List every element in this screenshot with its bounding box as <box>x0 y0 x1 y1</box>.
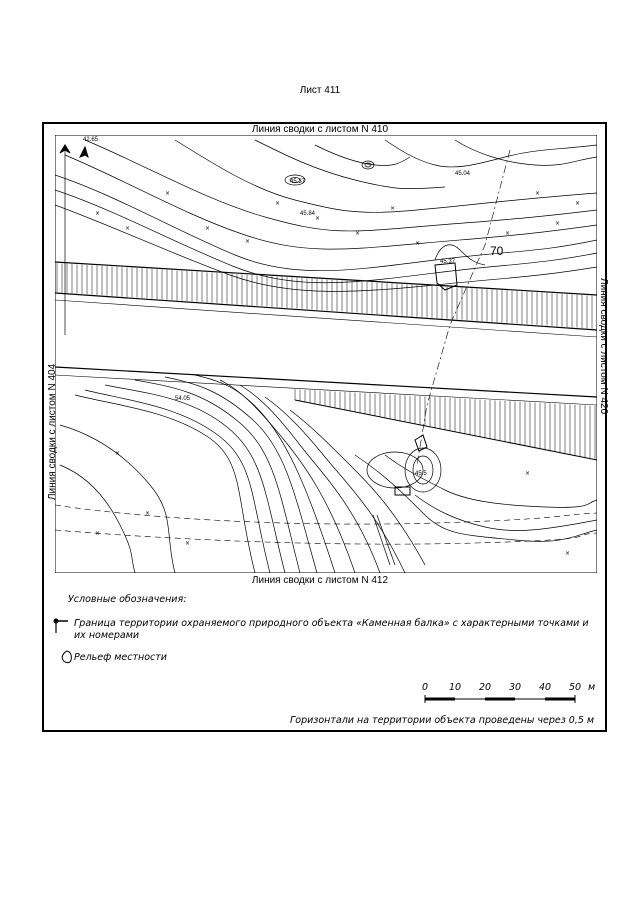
top-contours <box>55 140 597 291</box>
svg-text:×: × <box>315 215 321 222</box>
svg-text:×: × <box>355 230 361 237</box>
legend-relief-text: Рельеф местности <box>74 652 167 663</box>
elevation-labels <box>83 137 504 477</box>
contour-interval-note: Горизонтали на территории объекта проведены через 0,5 м <box>290 715 595 726</box>
svg-text:×: × <box>245 238 251 245</box>
scale-tick-0: 0 <box>422 682 429 693</box>
svg-text:×: × <box>575 200 581 207</box>
svg-text:×: × <box>525 470 531 477</box>
boundary-marker-icon <box>52 618 70 634</box>
svg-text:×: × <box>535 190 541 197</box>
svg-text:54.05: 54.05 <box>175 396 191 402</box>
svg-text:70: 70 <box>490 244 504 258</box>
svg-text:×: × <box>275 200 281 207</box>
svg-text:×: × <box>505 230 511 237</box>
scale-bar <box>420 692 605 706</box>
svg-text:×: × <box>205 225 211 232</box>
road-upper-edge <box>55 262 597 337</box>
topographic-map <box>55 135 597 573</box>
scale-tick-20: 20 <box>479 682 492 693</box>
road-lower-edge <box>55 367 597 460</box>
svg-text:42.65: 42.65 <box>83 137 99 143</box>
right-junction-label: Линия сводки с листом N 420 <box>598 278 609 415</box>
legend-title: Условные обозначения: <box>68 594 187 605</box>
boundary-structures <box>60 145 457 565</box>
svg-text:×: × <box>95 530 101 537</box>
scale-tick-40: 40 <box>539 682 552 693</box>
svg-text:45.84: 45.84 <box>300 211 316 217</box>
scale-tick-10: 10 <box>449 682 462 693</box>
left-junction-label: Линия сводки с листом N 404 <box>47 363 58 500</box>
sheet-title: Лист 411 <box>299 85 341 96</box>
svg-text:×: × <box>145 510 151 517</box>
lower-slope-hatching <box>295 389 595 459</box>
svg-text:×: × <box>125 225 131 232</box>
top-junction-label: Линия сводки с листом N 410 <box>251 124 389 135</box>
svg-text:45.37: 45.37 <box>440 259 456 265</box>
scale-unit: м <box>588 682 596 693</box>
scale-tick-50: 50 <box>569 682 582 693</box>
svg-text:×: × <box>390 205 396 212</box>
scale-tick-30: 30 <box>509 682 522 693</box>
svg-text:×: × <box>185 540 191 547</box>
svg-text:45.04: 45.04 <box>455 171 471 177</box>
contour-relief-icon <box>60 650 74 664</box>
svg-text:×: × <box>415 240 421 247</box>
svg-text:×: × <box>165 190 171 197</box>
svg-text:×: × <box>555 220 561 227</box>
svg-text:×: × <box>115 450 121 457</box>
upper-slope-hatching <box>57 263 592 329</box>
legend-boundary-text: Граница территории охраняемого природного объекта «Каменная балка» с характерными точками и их номерами <box>74 618 589 641</box>
svg-text:×: × <box>565 550 571 557</box>
bottom-junction-label: Линия сводки с листом N 412 <box>251 575 389 586</box>
svg-text:45.37: 45.37 <box>290 179 306 185</box>
svg-text:×: × <box>95 210 101 217</box>
svg-text:45.5: 45.5 <box>415 471 427 477</box>
